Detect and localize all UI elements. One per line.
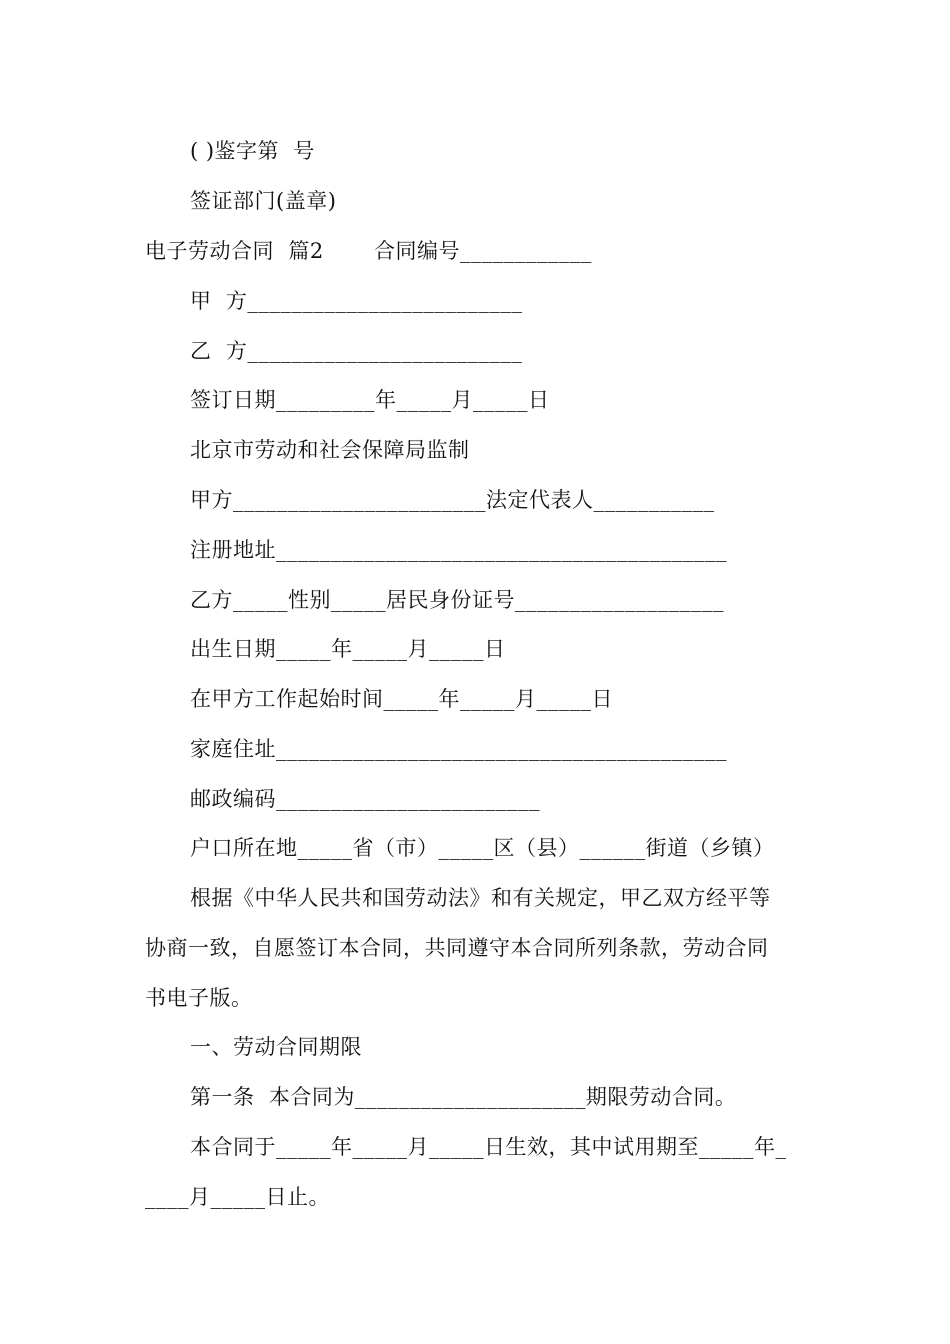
party-a-line: 甲 方_________________________ <box>190 289 523 313</box>
preamble-line-2: 协商一致，自愿签订本合同，共同遵守本合同所列条款，劳动合同 <box>145 936 769 960</box>
certification-number-line: ( )鉴字第 号 <box>190 139 315 163</box>
section-heading-term: 一、劳动合同期限 <box>190 1035 362 1059</box>
contract-title-line: 电子劳动合同 篇2 合同编号____________ <box>145 239 592 263</box>
supervisor-line: 北京市劳动和社会保障局监制 <box>190 438 470 462</box>
employment-start-line: 在甲方工作起始时间_____年_____月_____日 <box>190 687 613 711</box>
party-b-id-line: 乙方_____性别_____居民身份证号___________________ <box>190 588 724 612</box>
household-registration-line: 户口所在地_____省（市）_____区（县）______街道（乡镇） <box>190 836 775 860</box>
birth-date-line: 出生日期_____年_____月_____日 <box>190 637 506 661</box>
effective-date-line-1: 本合同于_____年_____月_____日生效，其中试用期至_____年_ <box>190 1135 787 1159</box>
postal-code-line: 邮政编码________________________ <box>190 787 540 811</box>
article-one-line: 第一条 本合同为_____________________期限劳动合同。 <box>190 1085 737 1109</box>
certification-department-line: 签证部门(盖章) <box>190 189 337 213</box>
party-a-representative-line: 甲方_______________________法定代表人___________ <box>190 488 715 512</box>
party-b-line: 乙 方_________________________ <box>190 339 523 363</box>
effective-date-line-2: ____月_____日止。 <box>145 1185 330 1209</box>
preamble-line-1: 根据《中华人民共和国劳动法》和有关规定，甲乙双方经平等 <box>190 886 771 910</box>
signing-date-line: 签订日期_________年_____月_____日 <box>190 388 550 412</box>
home-address-line: 家庭住址_________________________________________ <box>190 737 727 761</box>
registered-address-line: 注册地址_________________________________________ <box>190 538 727 562</box>
preamble-line-3: 书电子版。 <box>145 986 253 1010</box>
